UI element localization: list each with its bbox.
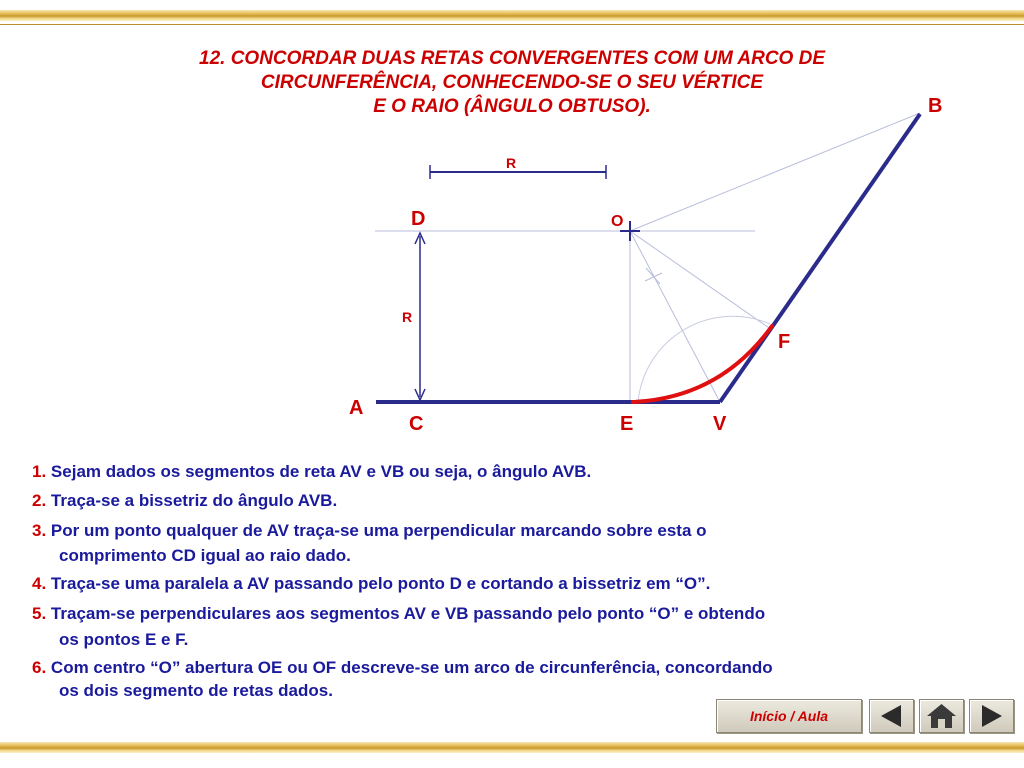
label-f: F — [778, 331, 791, 353]
previous-button[interactable] — [869, 699, 914, 733]
construction-line — [630, 113, 920, 231]
step-5 — [32, 603, 765, 625]
label-e: E — [620, 413, 634, 435]
label-r-top: R — [506, 155, 517, 171]
label-v: V — [713, 413, 727, 435]
step-6-continuation: os dois segmento de retas dados. — [59, 681, 333, 700]
step-number: 1. — [32, 462, 47, 481]
label-b: B — [928, 95, 943, 117]
step-2 — [32, 490, 337, 512]
step-number: 2. — [32, 491, 47, 510]
step-text: Sejam dados os segmentos de reta AV e VB ou seja, o ângulo AVB. — [50, 462, 592, 481]
inicio-aula-label: Início / Aula — [749, 708, 829, 724]
step-text: Traçam-se perpendiculares aos segmentos AV e VB passando pelo ponto “O” e obtendo — [50, 604, 766, 623]
label-a: A — [349, 397, 364, 419]
page-title-line-1: 12. CONCORDAR DUAS RETAS CONVERGENTES COM UM ARCO DE — [199, 48, 825, 69]
step-3 — [32, 520, 707, 542]
triangle-left-icon — [870, 700, 913, 732]
label-o: O — [611, 213, 624, 230]
step-1 — [32, 461, 591, 483]
step-number: 5. — [32, 604, 47, 623]
step-text: Com centro “O” abertura OE ou OF descreve-se um arco de circunferência, concordando — [50, 658, 773, 677]
step-text: Traça-se a bissetriz do ângulo AVB. — [50, 491, 338, 510]
tangent-arc — [633, 326, 772, 402]
label-d: D — [411, 208, 426, 230]
bisector-mark — [646, 268, 660, 284]
step-number: 3. — [32, 521, 47, 540]
step-5-continuation: os pontos E e F. — [59, 630, 189, 649]
perpendicular-of — [630, 231, 772, 330]
step-text: Traça-se uma paralela a AV passando pelo ponto D e cortando a bissetriz em “O”. — [50, 574, 711, 593]
triangle-right-icon — [970, 700, 1013, 732]
step-3-continuation: comprimento CD igual ao raio dado. — [59, 546, 351, 565]
bottom-decorative-band — [0, 742, 1024, 753]
next-button[interactable] — [969, 699, 1014, 733]
label-c: C — [409, 413, 424, 435]
step-number: 4. — [32, 574, 47, 593]
step-4 — [32, 573, 710, 595]
segment-vb — [720, 114, 920, 402]
angle-bisector — [630, 231, 720, 402]
step-text: Por um ponto qualquer de AV traça-se uma perpendicular marcando sobre esta o — [50, 521, 707, 540]
bisector-mark — [645, 273, 662, 281]
step-number: 6. — [32, 658, 47, 677]
inicio-aula-button[interactable] — [716, 699, 862, 733]
page-title-line-3: E O RAIO (ÂNGULO OBTUSO). — [373, 96, 651, 117]
home-button[interactable] — [919, 699, 964, 733]
label-r-side: R — [402, 309, 413, 325]
step-6 — [32, 657, 773, 679]
house-icon — [920, 700, 963, 732]
page-title-line-2: CIRCUNFERÊNCIA, CONHECENDO-SE O SEU VÉRTICE — [260, 72, 764, 93]
